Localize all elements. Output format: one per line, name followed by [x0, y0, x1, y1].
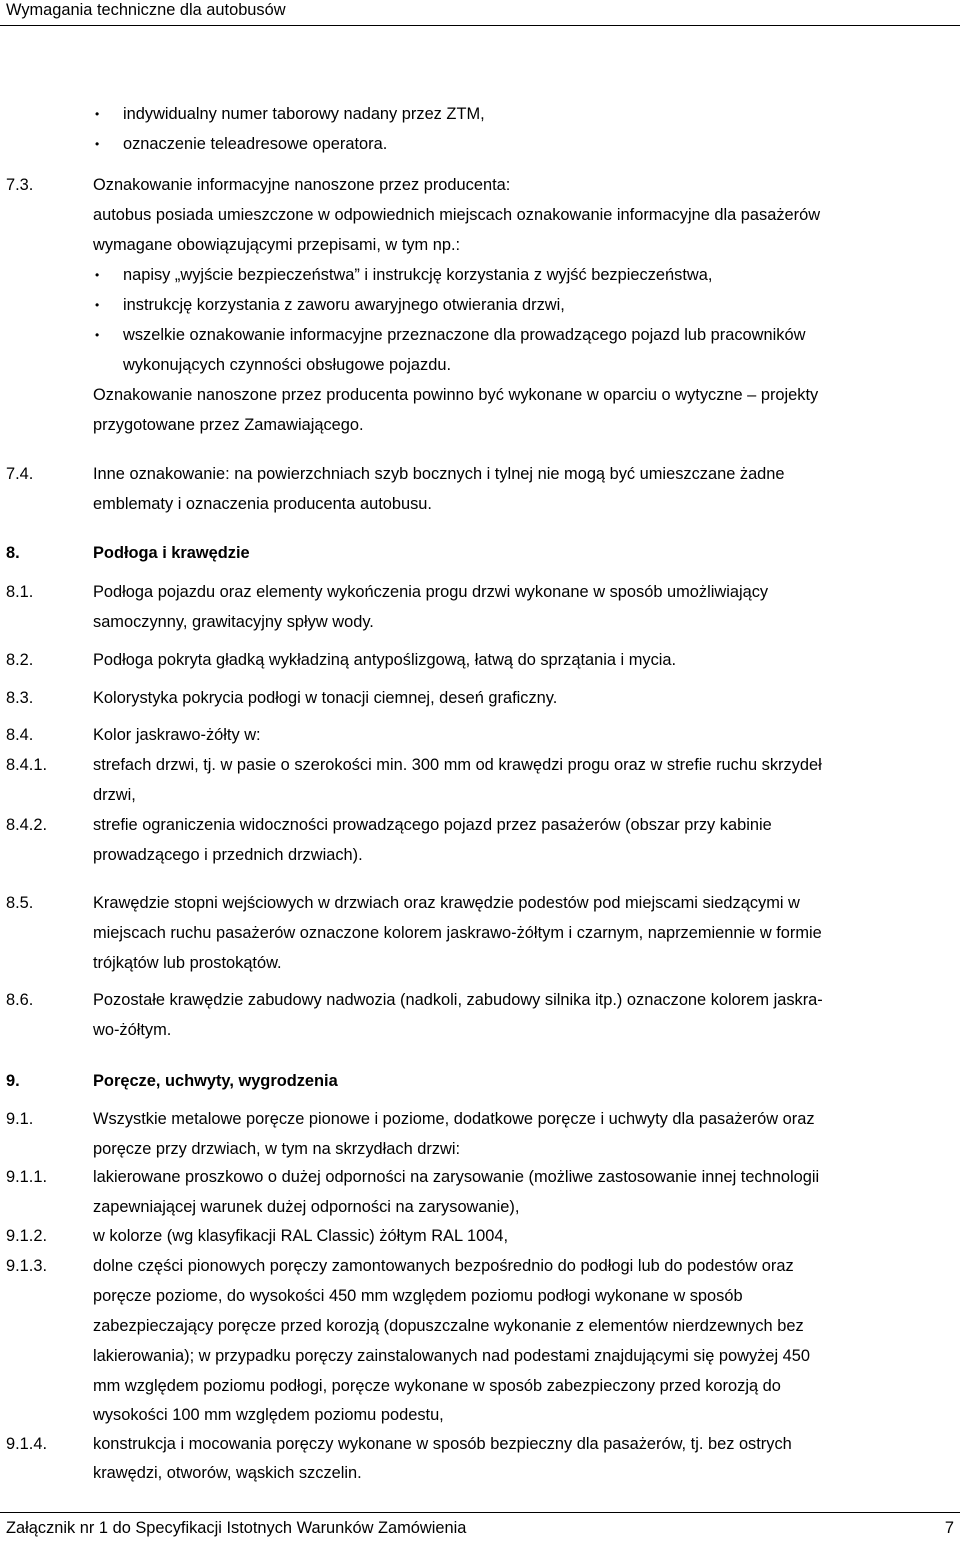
paragraph-line: krawędzi, otworów, wąskich szczelin.: [93, 1464, 362, 1482]
section-number: 9.1.1.: [6, 1168, 48, 1186]
chapter-number: 9.: [6, 1072, 20, 1090]
paragraph-line: trójkątów lub prostokątów.: [93, 954, 282, 972]
paragraph-line: wysokości 100 mm względem poziomu podestu,: [93, 1406, 444, 1424]
paragraph-line: samoczynny, grawitacyjny spływ wody.: [93, 613, 374, 631]
section-number: 8.1.: [6, 583, 34, 601]
paragraph-line: miejscach ruchu pasażerów oznaczone kolorem jaskrawo-żółtym i czarnym, naprzemiennie w formie: [93, 924, 822, 942]
paragraph-line: strefach drzwi, tj. w pasie o szerokości min. 300 mm od krawędzi progu oraz w strefie ruchu skrzydeł: [93, 756, 822, 774]
paragraph-line: Inne oznakowanie: na powierzchniach szyb bocznych i tylnej nie mogą być umieszczane żadne: [93, 465, 785, 483]
bullet-icon: •: [95, 268, 100, 282]
paragraph-line: poręcze poziome, do wysokości 450 mm względem poziomu podłogi wykonane w sposób: [93, 1287, 743, 1305]
section-number: 7.4.: [6, 465, 34, 483]
paragraph-line: prowadzącego i przednich drzwiach).: [93, 846, 363, 864]
list-item: napisy „wyjście bezpieczeństwa” i instrukcję korzystania z wyjść bezpieczeństwa,: [123, 266, 713, 284]
paragraph-line: Pozostałe krawędzie zabudowy nadwozia (nadkoli, zabudowy silnika itp.) oznaczone kolorem jaskra-: [93, 991, 823, 1009]
chapter-number: 8.: [6, 544, 20, 562]
paragraph-line: Podłoga pokryta gładką wykładziną antypoślizgową, łatwą do sprzątania i mycia.: [93, 651, 677, 669]
paragraph-line: Oznakowanie informacyjne nanoszone przez producenta:: [93, 176, 511, 194]
list-item: wykonujących czynności obsługowe pojazdu.: [123, 356, 451, 374]
paragraph-line: Oznakowanie nanoszone przez producenta powinno być wykonane w oparciu o wytyczne – projekty: [93, 386, 819, 404]
section-number: 8.4.: [6, 726, 34, 744]
paragraph-line: dolne części pionowych poręczy zamontowanych bezpośrednio do podłogi lub do podestów oraz: [93, 1257, 794, 1275]
paragraph-line: Krawędzie stopni wejściowych w drzwiach oraz krawędzie podestów pod miejscami siedzącymi w: [93, 894, 800, 912]
paragraph-line: drzwi,: [93, 786, 136, 804]
bullet-icon: •: [95, 328, 100, 342]
section-number: 8.6.: [6, 991, 34, 1009]
chapter-title: Podłoga i krawędzie: [93, 544, 250, 562]
section-number: 8.2.: [6, 651, 34, 669]
paragraph-line: lakierowania); w przypadku poręczy zainstalowanych nad podestami znajdującymi się powyżej 450: [93, 1347, 811, 1365]
paragraph-line: w kolorze (wg klasyfikacji RAL Classic) żółtym RAL 1004,: [93, 1227, 509, 1245]
paragraph-line: emblematy i oznaczenia producenta autobusu.: [93, 495, 432, 513]
header-divider: [0, 25, 960, 26]
page-footer: [0, 1512, 960, 1541]
section-number: 9.1.3.: [6, 1257, 48, 1275]
paragraph-line: zapewniającej warunek dużej odporności na zarysowanie),: [93, 1198, 520, 1216]
paragraph-line: Kolorystyka pokrycia podłogi w tonacji ciemnej, deseń graficzny.: [93, 689, 558, 707]
paragraph-line: poręcze przy drzwiach, w tym na skrzydłach drzwi:: [93, 1140, 461, 1158]
paragraph-line: Kolor jaskrawo-żółty w:: [93, 726, 261, 744]
paragraph-line: mm względem poziomu podłogi, poręcze wykonane w sposób zabezpieczony przed korozją do: [93, 1377, 781, 1395]
bullet-icon: •: [95, 137, 100, 151]
paragraph-line: strefie ograniczenia widoczności prowadzącego pojazd przez pasażerów (obszar przy kabinie: [93, 816, 772, 834]
bullet-icon: •: [95, 298, 100, 312]
section-number: 8.3.: [6, 689, 34, 707]
paragraph-line: Podłoga pojazdu oraz elementy wykończenia progu drzwi wykonane w sposób umożliwiający: [93, 583, 769, 601]
paragraph-line: wo-żółtym.: [93, 1021, 172, 1039]
paragraph-line: wymagane obowiązującymi przepisami, w tym np.:: [93, 236, 461, 254]
list-item: oznaczenie teleadresowe operatora.: [123, 135, 388, 153]
page-number: 7: [944, 1519, 954, 1537]
footer-caption: Załącznik nr 1 do Specyfikacji Istotnych Warunków Zamówienia: [6, 1519, 467, 1537]
section-number: 7.3.: [6, 176, 34, 194]
paragraph-line: konstrukcja i mocowania poręczy wykonane w sposób bezpieczny dla pasażerów, tj. bez ostrych: [93, 1435, 792, 1453]
section-number: 8.5.: [6, 894, 34, 912]
paragraph-line: zabezpieczający poręcze przed korozją (dopuszczalne wykonanie z elementów nierdzewnych bez: [93, 1317, 804, 1335]
list-item: indywidualny numer taborowy nadany przez ZTM,: [123, 105, 485, 123]
page-header: [0, 0, 960, 26]
paragraph-line: autobus posiada umieszczone w odpowiednich miejscach oznakowanie informacyjne dla pasażerów: [93, 206, 821, 224]
document-title: Wymagania techniczne dla autobusów: [6, 1, 286, 19]
paragraph-line: przygotowane przez Zamawiającego.: [93, 416, 364, 434]
section-number: 8.4.1.: [6, 756, 48, 774]
bullet-icon: •: [95, 107, 100, 121]
list-item: wszelkie oznakowanie informacyjne przeznaczone dla prowadzącego pojazd lub pracowników: [123, 326, 806, 344]
section-number: 9.1.: [6, 1110, 34, 1128]
paragraph-line: Wszystkie metalowe poręcze pionowe i poziome, dodatkowe poręcze i uchwyty dla pasażerów oraz: [93, 1110, 815, 1128]
list-item: instrukcję korzystania z zaworu awaryjnego otwierania drzwi,: [123, 296, 565, 314]
section-number: 9.1.4.: [6, 1435, 48, 1453]
chapter-title: Poręcze, uchwyty, wygrodzenia: [93, 1072, 338, 1090]
section-number: 8.4.2.: [6, 816, 48, 834]
footer-divider: [0, 1512, 960, 1513]
paragraph-line: lakierowane proszkowo o dużej odporności na zarysowanie (możliwe zastosowanie innej technologii: [93, 1168, 820, 1186]
section-number: 9.1.2.: [6, 1227, 48, 1245]
